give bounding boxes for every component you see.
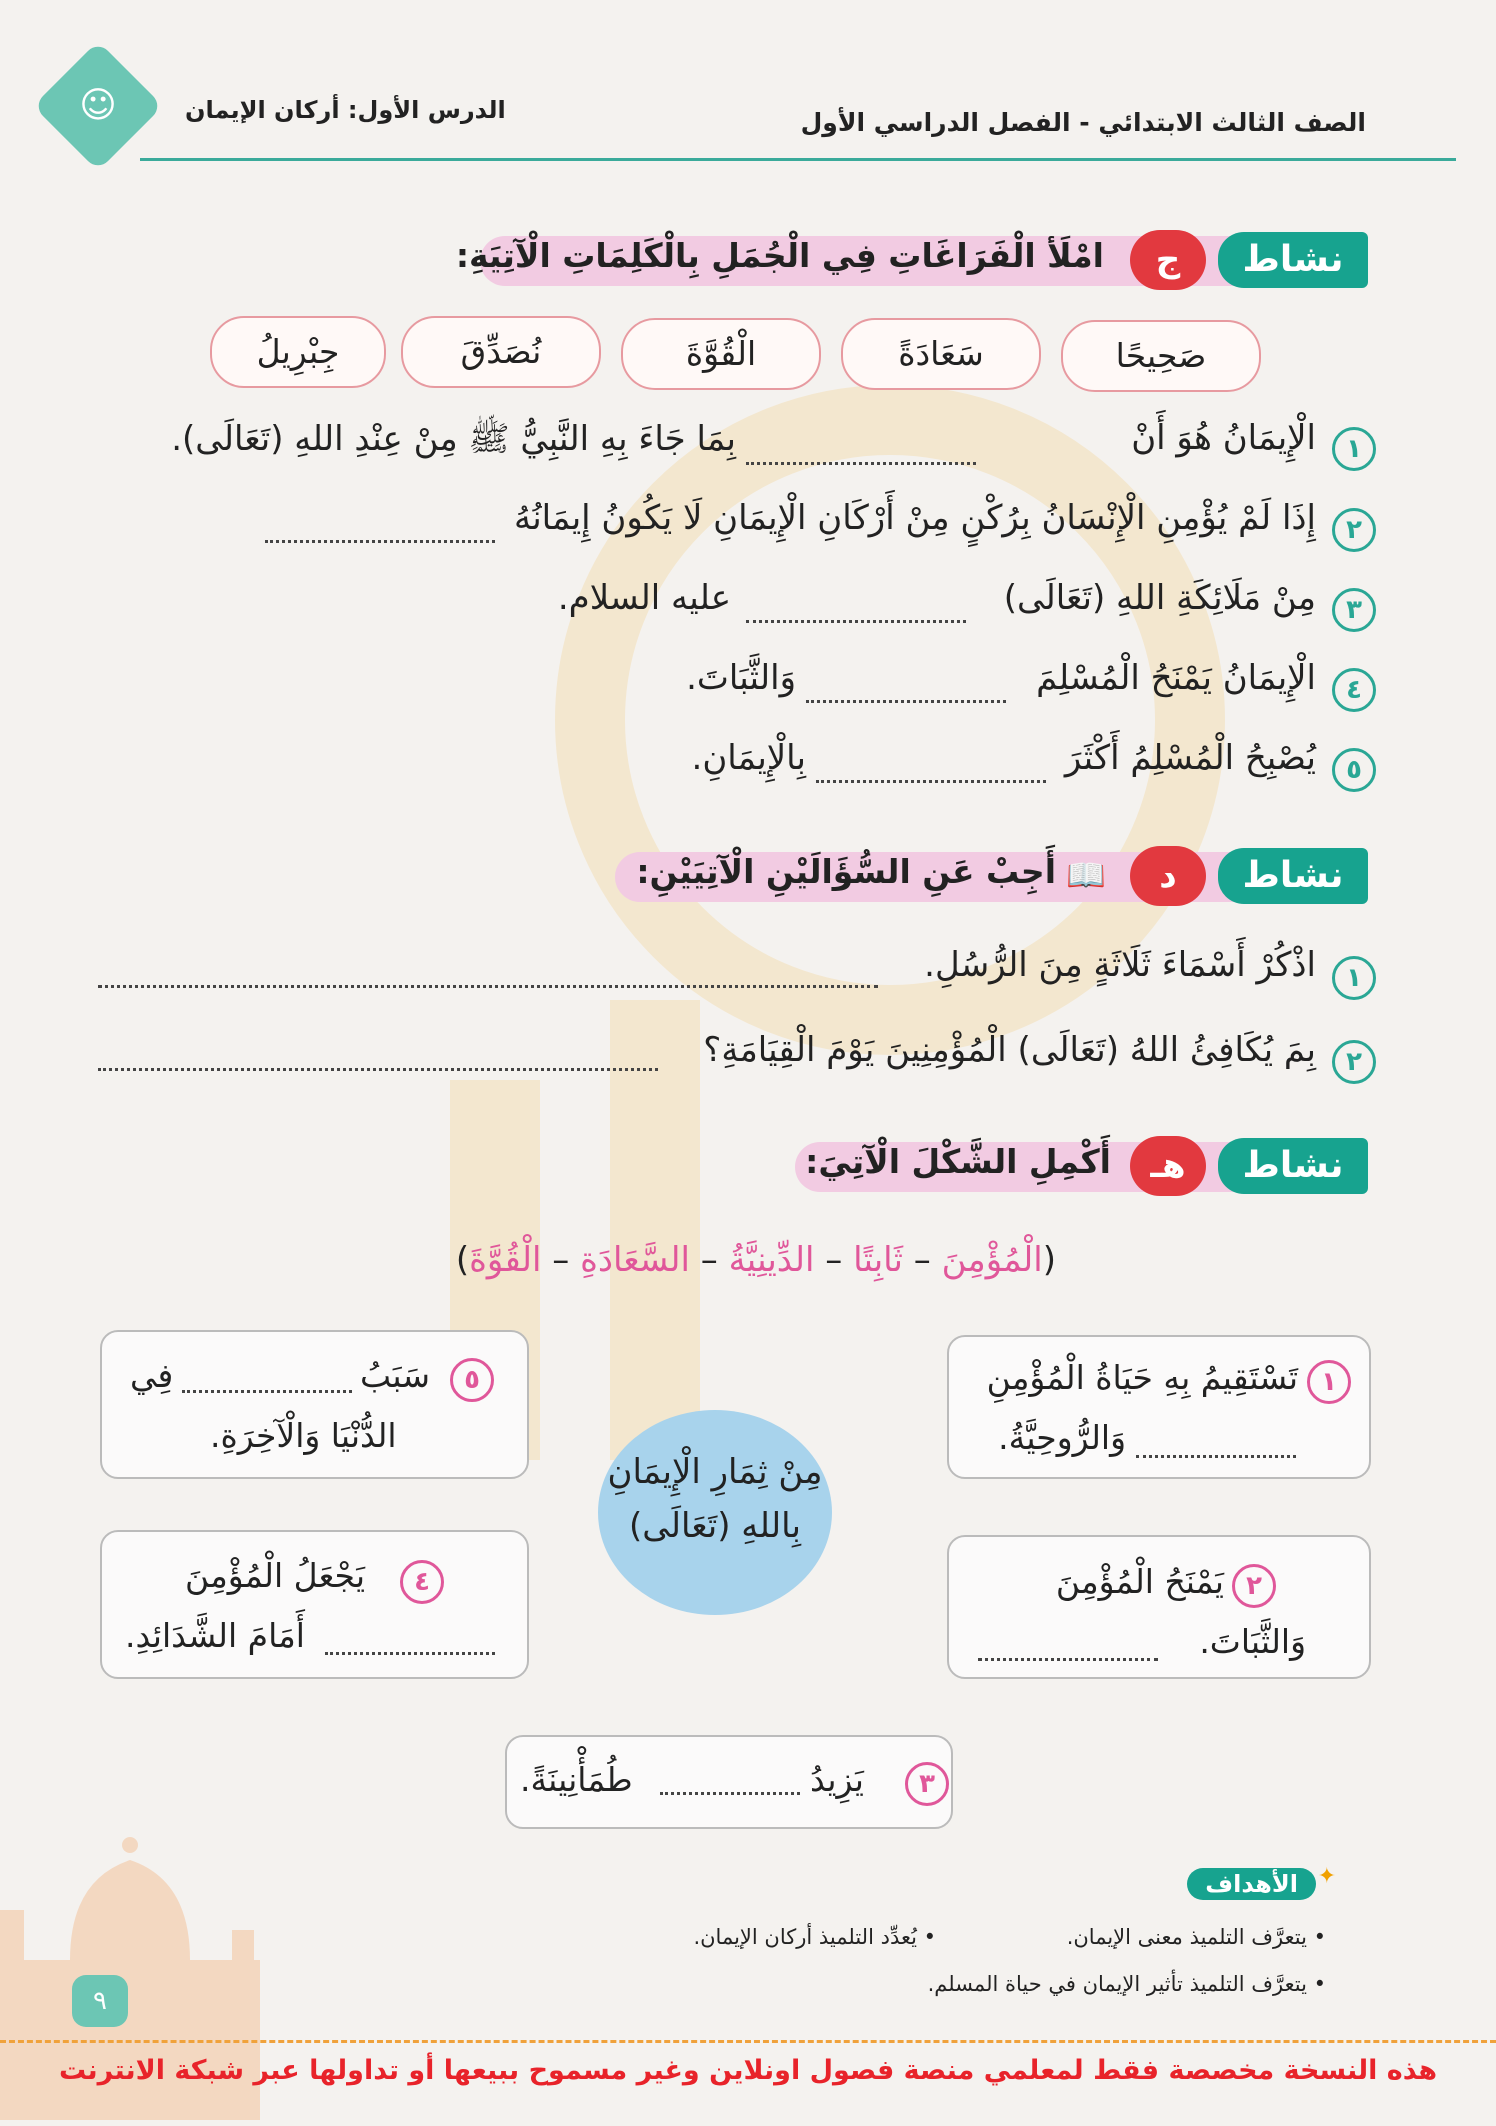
item-number: ١ <box>1307 1360 1351 1404</box>
fill-sentence-start: إِذَا لَمْ يُؤْمِنِ الْإِنْسَانُ بِرُكْنٍ مِنْ أَرْكَانِ الْإِيمَانِ لَا يَكُونُ إِيمَانُهُ <box>513 498 1316 538</box>
copyright-notice: هذه النسخة مخصصة فقط لمعلمي منصة فصول اونلاين وغير مسموح ببيعها أو تداولها عبر شبكة الانترنت <box>58 2055 1438 2086</box>
blank-line[interactable] <box>746 620 966 623</box>
box-text: تَسْتَقِيمُ بِهِ حَيَاةُ الْمُؤْمِنِ <box>986 1358 1298 1397</box>
box-text: فِي <box>130 1356 174 1395</box>
answer-line[interactable] <box>98 1068 658 1071</box>
paren-open: ( <box>1042 1240 1056 1280</box>
fill-sentence-end: بِالْإِيمَانِ. <box>691 738 806 778</box>
item-number: ٣ <box>1332 588 1376 632</box>
paren-close: ) <box>455 1240 470 1280</box>
activity-h-letter: هـ <box>1130 1136 1206 1196</box>
word-bank-item: صَحِيحًا <box>1061 320 1261 392</box>
fill-sentence-end: عليه السلام. <box>557 578 731 618</box>
activity-d-letter: د <box>1130 846 1206 906</box>
separator: – <box>689 1240 729 1280</box>
blank-line[interactable] <box>182 1390 352 1393</box>
page-number: ٩ <box>72 1975 128 2027</box>
lesson-title: الدرس الأول: أركان الإيمان <box>185 96 506 124</box>
options-list <box>456 1240 1056 1280</box>
item-number: ٥ <box>450 1358 494 1402</box>
separator: – <box>902 1240 942 1280</box>
blank-line[interactable] <box>265 540 495 543</box>
activity-d-label: نشاط <box>1218 848 1368 904</box>
fill-sentence-end: وَالثَّبَاتَ. <box>686 658 796 698</box>
word-bank-item: جِبْرِيلُ <box>210 316 386 388</box>
goal-item: • يتعرَّف التلميذ معنى الإيمان. <box>1066 1925 1326 1949</box>
blank-line[interactable] <box>1136 1455 1296 1458</box>
box-text: سَبَبُ <box>360 1356 431 1395</box>
answer-line[interactable] <box>98 985 878 988</box>
fill-sentence-end: بِمَا جَاءَ بِهِ النَّبِيُّ ﷺ مِنْ عِنْدِ اللهِ (تَعَالَى). <box>171 419 736 459</box>
blank-line[interactable] <box>746 462 976 465</box>
blank-line[interactable] <box>806 700 1006 703</box>
activity-d-title: أَجِبْ عَنِ السُّؤَالَيْنِ الْآتِيَيْنِ: <box>636 852 1056 891</box>
fill-sentence-start: مِنْ مَلَائِكَةِ اللهِ (تَعَالَى) <box>1003 578 1316 618</box>
activity-h-label: نشاط <box>1218 1138 1368 1194</box>
option-word: السَّعَادَةِ <box>580 1240 690 1280</box>
center-concept <box>598 1410 832 1615</box>
word-bank-item: سَعَادَةً <box>841 318 1041 390</box>
box-text: يَمْنَحُ الْمُؤْمِنَ <box>1055 1562 1224 1601</box>
item-number: ٢ <box>1232 1564 1276 1608</box>
children-icon: ☺ <box>79 85 117 126</box>
option-word: الْمُؤْمِنَ <box>941 1240 1043 1280</box>
fill-sentence-start: يُصْبِحُ الْمُسْلِمُ أَكْثَرَ <box>1064 738 1316 778</box>
box-text: الدُّنْيَا وَالْآخِرَةِ. <box>210 1416 397 1455</box>
question-text: بِمَ يُكَافِئُ اللهُ (تَعَالَى) الْمُؤْمِنِينَ يَوْمَ الْقِيَامَةِ؟ <box>703 1030 1316 1070</box>
item-number: ٤ <box>400 1560 444 1604</box>
activity-h-title: أَكْمِلِ الشَّكْلَ الْآتِيَ: <box>805 1142 1111 1181</box>
box-text: يَجْعَلُ الْمُؤْمِنَ <box>185 1556 366 1595</box>
goals-title: الأهداف <box>1187 1868 1316 1900</box>
item-number: ٢ <box>1332 508 1376 552</box>
item-number: ٣ <box>905 1762 949 1806</box>
box-text: أَمَامَ الشَّدَائِدِ. <box>125 1616 305 1655</box>
book-icon: 📖 <box>1066 856 1106 894</box>
goal-item: • يتعرَّف التلميذ تأثير الإيمان في حياة المسلم. <box>927 1972 1326 1996</box>
box-text: وَالرُّوحِيَّةُ. <box>998 1418 1126 1457</box>
item-number: ٢ <box>1332 1040 1376 1084</box>
blank-line[interactable] <box>978 1658 1158 1661</box>
option-word: الدِّينِيَّةُ <box>728 1240 815 1280</box>
activity-c-letter: ج <box>1130 230 1206 290</box>
separator: – <box>814 1240 854 1280</box>
separator: – <box>541 1240 581 1280</box>
option-word: ثَابِتًا <box>853 1240 903 1280</box>
header-divider <box>140 158 1456 161</box>
goal-item: • يُعدِّد التلميذ أركان الإيمان. <box>693 1925 936 1949</box>
item-number: ١ <box>1332 956 1376 1000</box>
center-line-2: بِاللهِ (تَعَالَى) <box>629 1506 801 1546</box>
activity-c-label: نشاط <box>1218 232 1368 288</box>
box-text: يَزِيدُ <box>810 1760 864 1799</box>
box-text: وَالثَّبَاتَ. <box>1199 1622 1306 1661</box>
grade-title: الصف الثالث الابتدائي - الفصل الدراسي الأول <box>800 108 1366 137</box>
word-bank-item: نُصَدِّقَ <box>401 316 601 388</box>
item-number: ١ <box>1332 427 1376 471</box>
footer-divider <box>0 2040 1496 2045</box>
item-number: ٥ <box>1332 748 1376 792</box>
sparkle-icon: ✦ <box>1317 1864 1336 1889</box>
item-number: ٤ <box>1332 668 1376 712</box>
blank-line[interactable] <box>325 1652 495 1655</box>
box-text: طُمَأْنِينَةً. <box>520 1760 633 1799</box>
fill-sentence-start: الْإِيمَانُ هُوَ أَنْ <box>1131 418 1316 458</box>
activity-c-title: امْلَأ الْفَرَاغَاتِ فِي الْجُمَلِ بِالْكَلِمَاتِ الْآتِيَةِ: <box>455 236 1104 275</box>
option-word: الْقُوَّةَ <box>469 1240 542 1280</box>
fill-sentence-start: الْإِيمَانُ يَمْنَحُ الْمُسْلِمَ <box>1036 658 1316 698</box>
center-line-1: مِنْ ثِمَارِ الْإِيمَانِ <box>607 1452 823 1492</box>
word-bank-item: الْقُوَّةَ <box>621 318 821 390</box>
blank-line[interactable] <box>816 780 1046 783</box>
blank-line[interactable] <box>660 1792 800 1795</box>
question-text: اذْكُرْ أَسْمَاءَ ثَلَاثَةٍ مِنَ الرُّسُلِ. <box>924 945 1316 985</box>
